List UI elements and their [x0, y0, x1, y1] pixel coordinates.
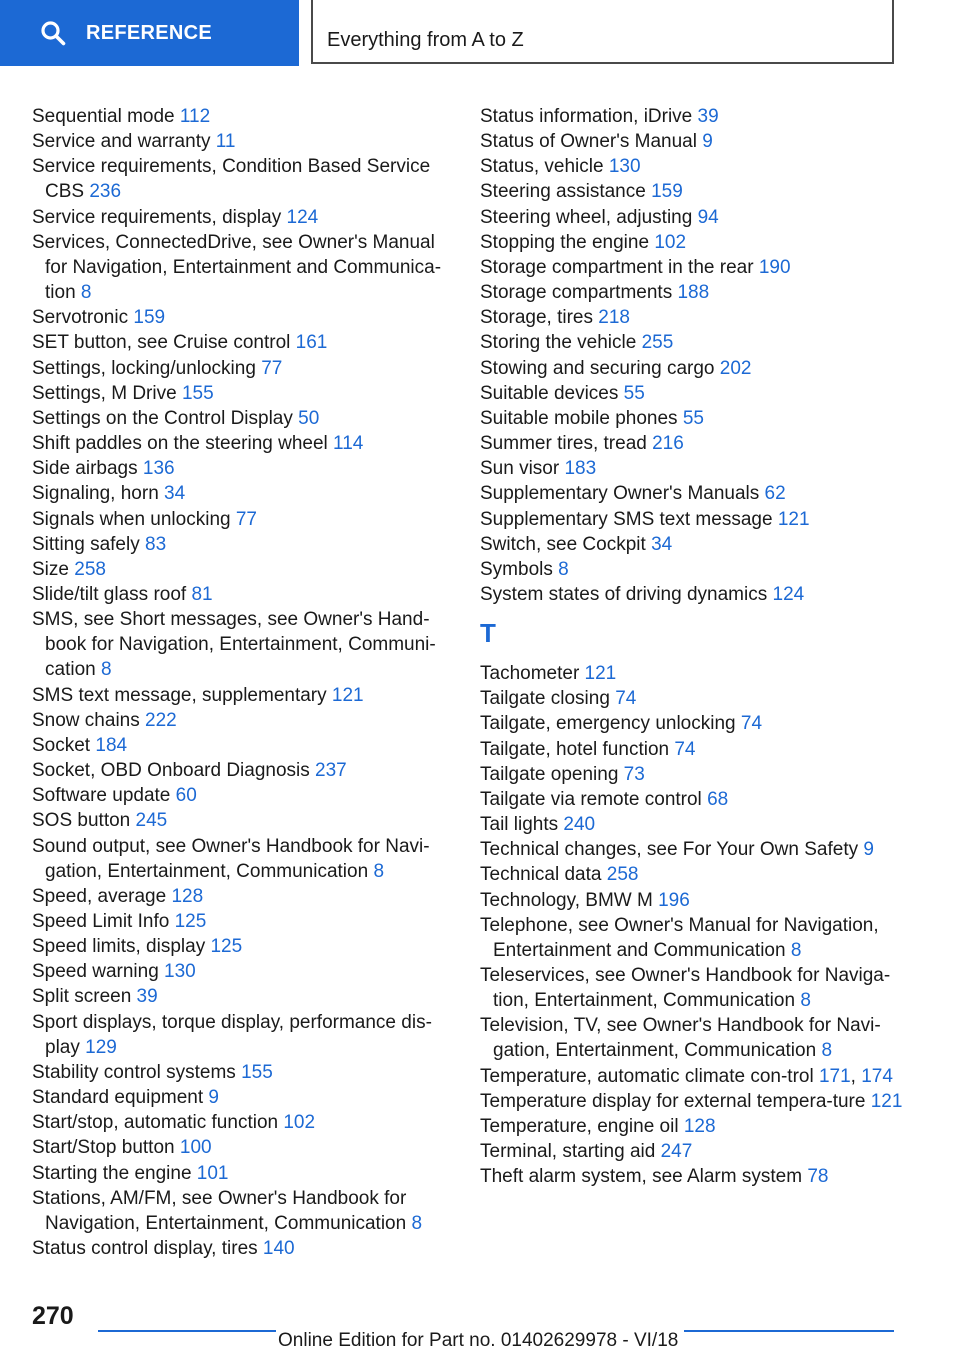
page-link[interactable]: 39 — [136, 986, 158, 1008]
page-link[interactable]: 39 — [697, 106, 719, 127]
page-link[interactable]: 8 — [800, 990, 811, 1012]
page-link[interactable]: 74 — [615, 688, 637, 710]
index-entry — [480, 1114, 910, 1139]
index-term: Sitting safely — [32, 533, 145, 555]
page-link[interactable]: 121 — [331, 684, 364, 706]
index-term: Storing the vehicle — [480, 332, 642, 354]
page-link[interactable]: 196 — [658, 889, 690, 911]
index-term: Tachometer — [480, 663, 585, 685]
section-label: REFERENCE — [86, 21, 213, 44]
page-link[interactable]: 77 — [261, 357, 283, 379]
index-entry — [480, 179, 910, 204]
index-term: Suitable mobile phones — [480, 407, 683, 429]
index-entry — [32, 808, 452, 833]
page-link[interactable]: 155 — [181, 382, 214, 404]
page-link[interactable]: 9 — [863, 839, 874, 861]
index-term: Stability control systems — [32, 1061, 242, 1083]
index-term: Services, ConnectedDrive, see Owner's Manual for Navigation, Entertainment and Communica-tion — [32, 231, 442, 304]
index-entry — [32, 934, 452, 959]
index-term: Size — [32, 558, 75, 580]
footer-divider-left — [98, 1330, 276, 1332]
page-link[interactable]: 81 — [191, 583, 213, 605]
index-entry — [32, 305, 452, 330]
page-link[interactable]: 112 — [179, 106, 211, 127]
index-term: Steering wheel, adjusting — [480, 206, 698, 228]
index-term: Settings, M Drive — [32, 382, 182, 404]
page-link[interactable]: 8 — [100, 659, 112, 681]
index-term: Stowing and securing cargo — [480, 357, 720, 379]
index-term: Supplementary Owner's Manuals — [480, 483, 765, 505]
index-term: Split screen — [32, 986, 137, 1008]
index-entry — [480, 507, 910, 532]
page-link[interactable]: 136 — [142, 458, 175, 480]
index-entry — [32, 481, 452, 506]
index-term: Servotronic — [32, 307, 134, 329]
edition-note: Online Edition for Part no. 01402629978 - VI/18 — [278, 1330, 679, 1351]
index-entry — [32, 884, 452, 909]
index-entry — [32, 406, 452, 431]
index-term: Supplementary SMS text message — [480, 508, 778, 530]
index-entry — [480, 582, 910, 607]
index-term: Slide/tilt glass roof — [32, 583, 192, 605]
index-term: Temperature display for external tempera-ture — [480, 1090, 871, 1112]
index-entry — [32, 1085, 452, 1110]
index-entry — [32, 909, 452, 934]
index-entry — [480, 205, 910, 230]
index-entry — [480, 129, 910, 154]
index-term: Snow chains — [32, 709, 146, 731]
index-term: Theft alarm system, see Alarm system — [480, 1166, 808, 1188]
index-term: Side airbags — [32, 458, 143, 480]
index-term: Tailgate, hotel function — [480, 738, 675, 760]
index-term: Tailgate, emergency unlocking — [480, 713, 741, 735]
page-link[interactable]: 77 — [235, 508, 257, 530]
index-term: Temperature, automatic climate con-trol — [480, 1065, 819, 1087]
page-link[interactable]: 245 — [135, 810, 168, 832]
index-entry — [480, 330, 910, 355]
index-term: SOS button — [32, 810, 136, 832]
index-entry — [480, 406, 910, 431]
index-term: Settings on the Control Display — [32, 407, 299, 429]
index-entry — [480, 661, 910, 686]
page-link[interactable]: 11 — [215, 131, 236, 153]
page-link[interactable]: 121 — [777, 508, 810, 530]
index-entry — [32, 532, 452, 557]
index-entry — [32, 104, 452, 129]
page-link[interactable]: 128 — [171, 885, 204, 907]
index-term: Status, vehicle — [480, 156, 609, 178]
index-entry — [480, 963, 910, 1013]
index-letter-heading: T — [480, 618, 496, 649]
index-entry — [32, 758, 452, 783]
index-entry — [32, 733, 452, 758]
page-link[interactable]: 34 — [164, 483, 186, 505]
index-entry — [32, 1236, 452, 1261]
page-link[interactable]: 240 — [563, 814, 596, 836]
index-column-left — [32, 104, 452, 1261]
page-link[interactable]: 55 — [623, 382, 645, 404]
index-entry — [480, 711, 910, 736]
page-link[interactable]: 8 — [411, 1212, 423, 1234]
index-entry — [32, 984, 452, 1009]
index-entry — [480, 154, 910, 179]
index-term: Speed warning — [32, 961, 165, 983]
page-link[interactable]: 236 — [89, 181, 122, 203]
index-entry — [32, 129, 452, 154]
index-term: Symbols — [480, 558, 559, 580]
index-term: Technology, BMW M — [480, 889, 659, 911]
index-entry — [480, 431, 910, 456]
page-link[interactable]: 9 — [702, 131, 713, 153]
page-link[interactable]: 129 — [85, 1036, 117, 1058]
page-link[interactable]: 34 — [651, 533, 673, 555]
index-entry — [480, 1089, 910, 1114]
index-term: Suitable devices — [480, 382, 624, 404]
page-link[interactable]: 121 — [584, 663, 617, 685]
index-term: SET button, see Cruise control — [32, 332, 296, 354]
page-link[interactable]: 155 — [241, 1061, 273, 1083]
index-term: Storage, tires — [480, 307, 599, 329]
page-link[interactable]: 184 — [95, 734, 128, 756]
page-link[interactable]: 102 — [654, 231, 687, 253]
page-link[interactable]: 140 — [262, 1238, 295, 1260]
index-entry — [32, 557, 452, 582]
index-entry — [32, 1161, 452, 1186]
page-link[interactable]: 128 — [683, 1115, 716, 1137]
index-entry — [32, 834, 452, 884]
index-term: Signaling, horn — [32, 483, 165, 505]
index-entry — [32, 1135, 452, 1160]
index-term: Sound output, see Owner's Handbook for Navi-gation, Entertainment, Communication — [32, 835, 430, 882]
page-header — [0, 0, 960, 66]
index-term: Technical changes, see For Your Own Safety — [480, 839, 864, 861]
index-group-t — [480, 661, 910, 1189]
index-entry — [32, 683, 452, 708]
index-entry — [480, 1164, 910, 1189]
index-entry — [480, 305, 910, 330]
page-link[interactable]: 130 — [164, 961, 196, 983]
page-link[interactable]: 183 — [564, 458, 597, 480]
index-entry — [32, 959, 452, 984]
index-term: Switch, see Cockpit — [480, 533, 652, 555]
page-link[interactable]: 8 — [790, 939, 802, 961]
index-entry — [480, 1139, 910, 1164]
index-term: Service and warranty — [32, 131, 216, 153]
page-link[interactable]: 258 — [74, 558, 106, 580]
index-entry — [32, 607, 452, 682]
index-term: SMS, see Short messages, see Owner's Hand-book for Navigation, Entertainment, Communi-cation — [32, 609, 436, 681]
index-term: Tailgate via remote control — [480, 788, 708, 810]
page-number: 270 — [32, 1302, 74, 1330]
index-entry — [480, 837, 910, 862]
index-term: Status of Owner's Manual — [480, 131, 703, 153]
page-link[interactable]: 73 — [623, 763, 645, 785]
index-term: Start/Stop button — [32, 1137, 180, 1159]
index-term: Standard equipment — [32, 1087, 209, 1109]
index-group-s-continued — [480, 104, 910, 607]
index-term: Socket, OBD Onboard Diagnosis — [32, 760, 316, 782]
index-entry — [32, 708, 452, 733]
index-term: Status control display, tires — [32, 1238, 263, 1260]
index-entry — [32, 381, 452, 406]
index-term: Settings, locking/unlocking — [32, 357, 262, 379]
index-term: Speed Limit Info — [32, 911, 175, 932]
index-entry — [32, 1186, 452, 1236]
index-term: Temperature, engine oil — [480, 1115, 684, 1137]
index-entry — [480, 280, 910, 305]
index-term: Tailgate closing — [480, 688, 616, 710]
index-entry — [480, 356, 910, 381]
page-link[interactable]: 74 — [740, 713, 763, 735]
index-term: Service requirements, display — [32, 206, 287, 228]
index-entry — [480, 888, 910, 913]
index-entry: Temperature, automatic climate con-trol 171, 174 — [480, 1065, 893, 1087]
page-link[interactable]: 247 — [660, 1141, 693, 1163]
index-term: Signals when unlocking — [32, 508, 236, 530]
page-link[interactable]: 83 — [145, 533, 167, 555]
index-term: Software update — [32, 785, 176, 807]
index-entry — [480, 104, 910, 129]
index-term: Shift paddles on the steering wheel — [32, 433, 334, 455]
index-term: Storage compartment in the rear — [480, 256, 759, 278]
page-link[interactable]: 258 — [606, 864, 639, 886]
index-entry — [480, 381, 910, 406]
page-link[interactable]: 124 — [772, 583, 805, 605]
index-term: Sequential mode — [32, 106, 180, 127]
page-link[interactable]: 8 — [80, 282, 92, 304]
index-entry — [480, 737, 910, 762]
page-link[interactable]: 50 — [298, 407, 320, 429]
page-link[interactable]: 8 — [373, 860, 385, 882]
page-link[interactable]: 218 — [598, 307, 630, 329]
page-link[interactable]: 9 — [208, 1087, 219, 1109]
page-link[interactable]: 237 — [315, 760, 347, 782]
page-link[interactable]: 62 — [764, 483, 786, 505]
page-link[interactable]: 8 — [821, 1040, 833, 1062]
index-entry — [32, 230, 452, 305]
index-term: Start/stop, automatic function — [32, 1112, 284, 1134]
page-link[interactable]: 125 — [210, 936, 243, 958]
index-term: Sun visor — [480, 458, 565, 480]
index-entry — [480, 862, 910, 887]
page-link[interactable]: 174 — [861, 1065, 893, 1087]
page-link[interactable]: 159 — [133, 307, 166, 329]
page-link[interactable]: 121 — [870, 1090, 903, 1112]
page-link[interactable]: 190 — [758, 256, 791, 278]
index-term: Service requirements, Condition Based Service CBS — [32, 156, 431, 203]
index-term: Socket — [32, 734, 96, 756]
search-icon — [40, 20, 66, 46]
index-term: System states of driving dynamics — [480, 583, 773, 605]
page-link[interactable]: 130 — [608, 156, 641, 178]
page-link[interactable]: 101 — [196, 1162, 229, 1184]
index-entry — [480, 456, 910, 481]
index-term: Terminal, starting aid — [480, 1141, 661, 1163]
index-term: Tail lights — [480, 814, 564, 836]
chapter-title: Everything from A to Z — [327, 29, 524, 51]
index-entry — [32, 356, 452, 381]
page-link[interactable]: 74 — [674, 738, 696, 760]
index-entry — [32, 507, 452, 532]
page-link[interactable]: 55 — [682, 407, 704, 429]
page-link[interactable]: 68 — [707, 788, 729, 810]
index-entry — [480, 557, 910, 582]
index-term: Telephone, see Owner's Manual for Navigation, Entertainment and Communication — [480, 914, 879, 961]
index-entry — [480, 532, 910, 557]
index-term: Tailgate opening — [480, 763, 624, 785]
index-entry — [32, 1010, 452, 1060]
index-entry — [32, 582, 452, 607]
page-link[interactable]: 114 — [333, 433, 364, 455]
page-link[interactable]: 8 — [558, 558, 569, 580]
page-link[interactable]: 78 — [807, 1166, 829, 1188]
index-entry — [32, 330, 452, 355]
index-term: Storage compartments — [480, 282, 678, 304]
index-term: SMS text message, supplementary — [32, 684, 332, 706]
index-entry — [32, 456, 452, 481]
index-entry — [480, 230, 910, 255]
page-link[interactable]: 171 — [818, 1065, 851, 1087]
page-link[interactable]: 125 — [174, 911, 207, 932]
index-entry — [480, 812, 910, 837]
page-link[interactable]: 60 — [175, 785, 197, 807]
page-link[interactable]: 216 — [652, 433, 684, 455]
index-entry — [32, 1060, 452, 1085]
index-term: Technical data — [480, 864, 607, 886]
index-entry — [480, 1013, 910, 1063]
index-term: Speed limits, display — [32, 936, 211, 958]
page-link[interactable]: 100 — [179, 1137, 212, 1159]
page-link[interactable]: 255 — [641, 332, 674, 354]
index-term: Summer tires, tread — [480, 433, 653, 455]
page-link[interactable]: 202 — [719, 357, 752, 379]
index-term: Television, TV, see Owner's Handbook for Navi-gation, Entertainment, Communication — [480, 1015, 881, 1062]
page-link[interactable]: 222 — [145, 709, 177, 731]
index-term: Stopping the engine — [480, 231, 655, 253]
index-term: Teleservices, see Owner's Handbook for Naviga-tion, Entertainment, Communication — [480, 965, 891, 1012]
index-term: Speed, average — [32, 885, 172, 907]
page-link[interactable]: 124 — [286, 206, 319, 228]
page-link[interactable]: 94 — [697, 206, 719, 228]
page-link[interactable]: 102 — [283, 1112, 316, 1134]
index-term: Stations, AM/FM, see Owner's Handbook for Navigation, Entertainment, Communication — [32, 1187, 412, 1234]
index-entry — [32, 431, 452, 456]
index-term: Status information, iDrive — [480, 106, 698, 127]
footer-divider-right — [684, 1330, 894, 1332]
index-entry — [32, 783, 452, 808]
index-entry — [480, 787, 910, 812]
index-entry — [480, 762, 910, 787]
index-entry — [480, 255, 910, 280]
index-entry — [480, 913, 910, 963]
chapter-title-tab — [311, 0, 894, 64]
page-link[interactable]: 159 — [651, 181, 683, 203]
reference-tab[interactable] — [0, 0, 299, 66]
index-term: Sport displays, torque display, performance dis-play — [32, 1011, 432, 1058]
index-entry — [32, 1110, 452, 1135]
index-entry — [480, 686, 910, 711]
index-entry — [480, 481, 910, 506]
index-column-right — [480, 104, 910, 1189]
index-term: Starting the engine — [32, 1162, 197, 1184]
index-term: Steering assistance — [480, 181, 652, 203]
index-entry — [32, 154, 452, 204]
page-link[interactable]: 161 — [295, 332, 328, 354]
index-entry — [32, 205, 452, 230]
page-link[interactable]: 188 — [677, 282, 710, 304]
